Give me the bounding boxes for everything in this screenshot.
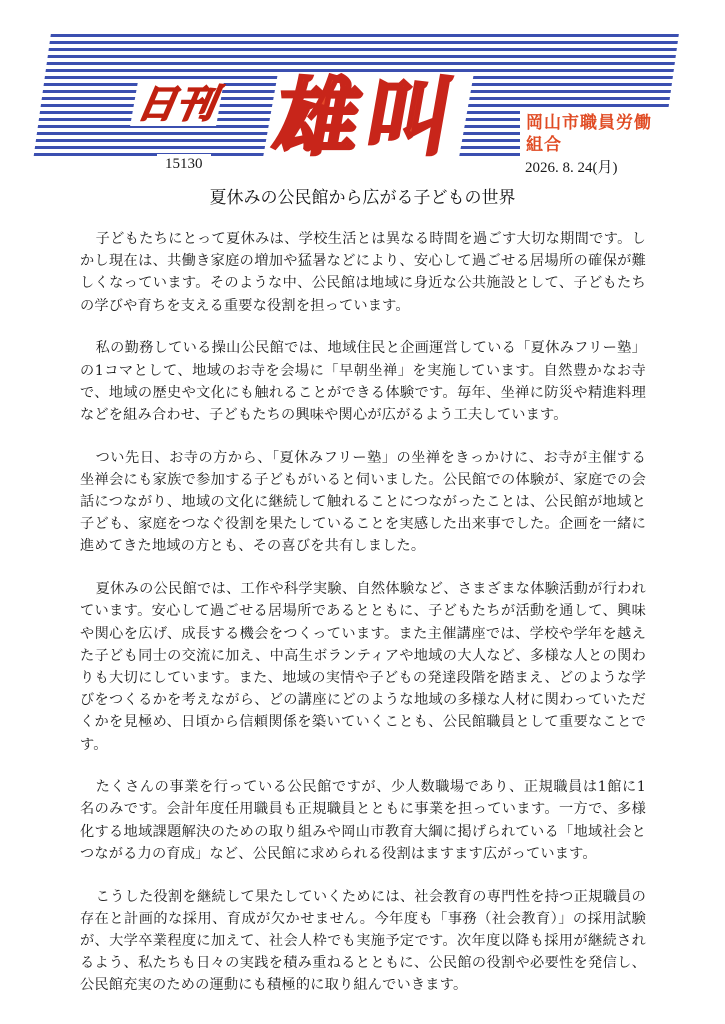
paragraph: こうした役割を継続して果たしていくためには、社会教育の専門性を持つ正規職員の存在と計画的な採用、育成が欠かせません。今年度も「事務（社会教育）」の採用試験が、大学卒業程度に加えて、社会人枠でも実施予定です。次年度以降も採用が継続されるよう、私たちも日々の実践を積み重ねるとともに、公民館の役割や必要性を発信し、公民館充実のための運動にも積極的に取り組んでいきます。	[80, 888, 646, 994]
article-body	[80, 228, 646, 1017]
masthead-logo-small: 日刊	[130, 82, 224, 126]
issue-date: 2026. 8. 24(月)	[517, 158, 626, 178]
organization-name: 岡山市職員労働組合	[520, 111, 670, 157]
paragraph: たくさんの事業を行っている公民館ですが、少人数職場であり、正規職員は1館に1名のみです。会計年度任用職員も正規職員とともに事業を担っています。一方で、多様化する地域課題解決のための取り組みや岡山市教育大綱に掲げられている「地域社会とつながる力の育成」など、公民館に求められる役割はますます広がっています。	[80, 779, 646, 862]
article-title: 夏休みの公民館から広がる子どもの世界	[209, 188, 516, 208]
masthead	[42, 34, 670, 176]
paragraph: 子どもたちにとって夏休みは、学校生活とは異なる時間を過ごす大切な期間です。しかし現在は、共働き家庭の増加や猛暑などにより、安心して過ごせる居場所の確保が難しくなっています。そのような中、公民館は地域に身近な公共施設として、子どもたちの学びや育ちを支える重要な役割を担っています。	[80, 231, 646, 314]
paragraph: つい先日、お寺の方から、「夏休みフリー塾」の坐禅をきっかけに、お寺が主催する坐禅会にも家族で参加する子どもがいると伺いました。公民館での体験が、家庭での会話につながり、地域の文化に継続して触れることにつながったことは、公民館が地域と子ども、家庭をつなぐ役割を果たしていることを実感した出来事でした。企画を一緒に進めてきた地域の方とも、その喜びを共有しました。	[80, 449, 646, 555]
paragraph: 夏休みの公民館では、工作や科学実験、自然体験など、さまざまな体験活動が行われています。安心して過ごせる居場所であるとともに、子どもたちが活動を通して、興味や関心を広げ、成長する機会をつくっています。また主催講座では、学校や学年を越えた子ども同士の交流に加え、中高生ボランティアや地域の大人など、多様な人との関わりも大切にしています。また、地域の実情や子どもの発達段階を踏まえ、どのような学びをつくるかを考えながら、どの講座にどのような地域の多様な人材に関わっていただくかを見極め、日頃から信頼関係を築いていくことも、公民館職員として重要なことです。	[80, 581, 646, 753]
masthead-logo-main: 雄叫	[262, 72, 474, 164]
paragraph: 私の勤務している操山公民館では、地域住民と企画運営している「夏休みフリー塾」の1コマとして、地域のお寺を会場に「早朝坐禅」を実施しています。自然豊かなお寺で、地域の歴史や文化にも触れることができる体験です。毎年、坐禅に防災や精進料理などを組み合わせ、子どもたちの興味や関心が広がるよう工夫しています。	[80, 340, 646, 423]
issue-number: 15130	[157, 154, 211, 174]
